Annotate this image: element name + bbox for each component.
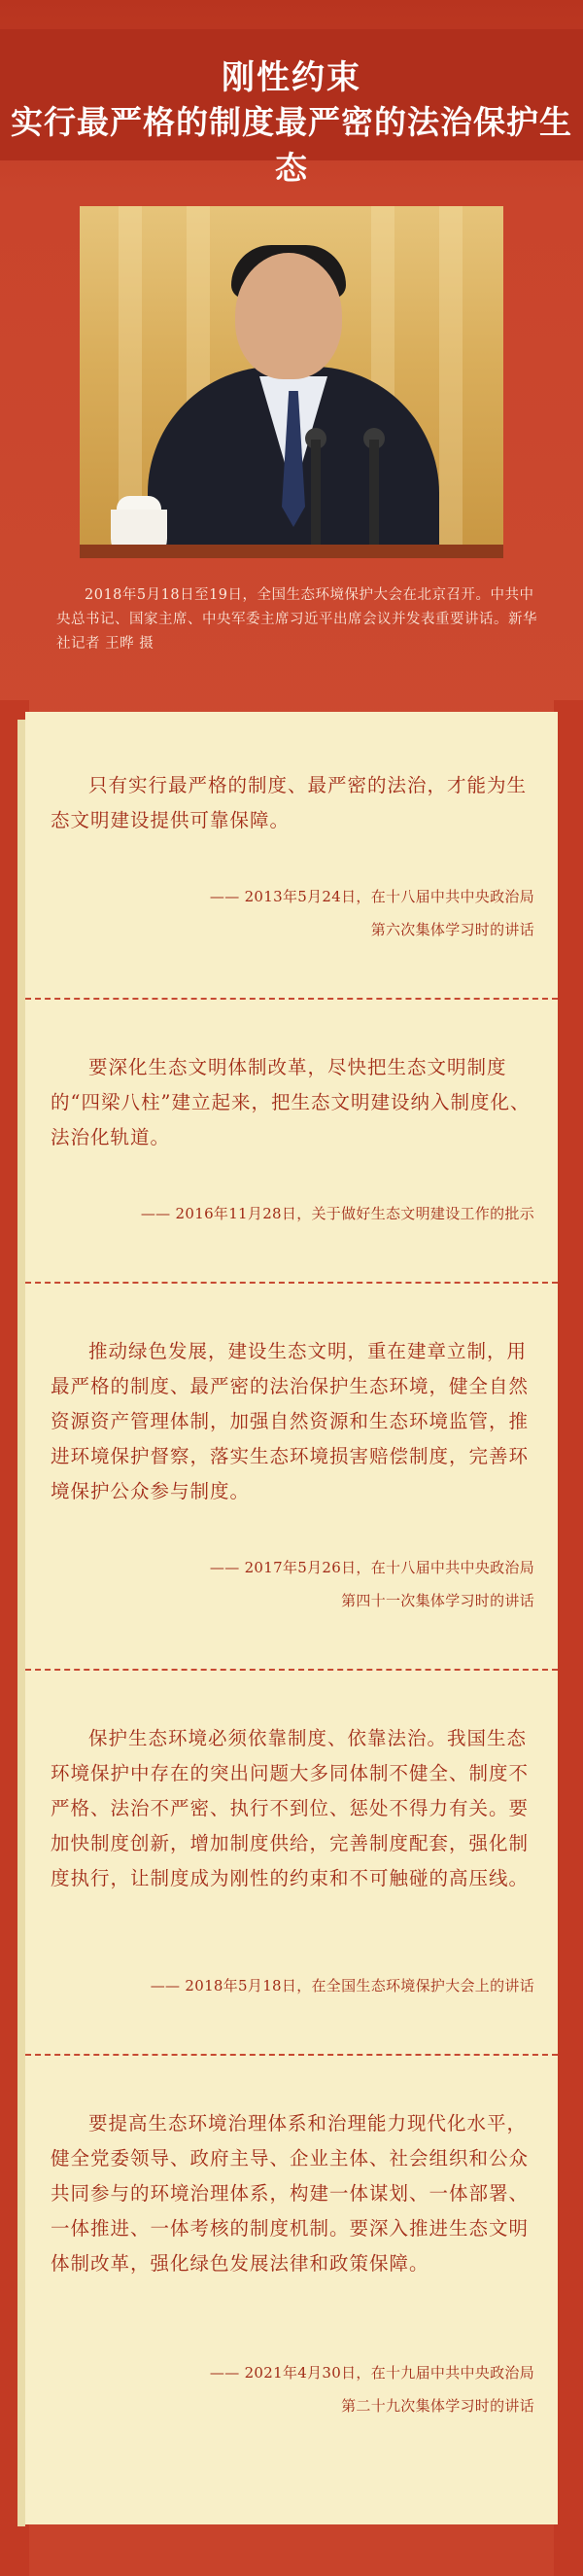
quote-source-5b: 第二十九次集体学习时的讲话 [341, 2397, 534, 2415]
dashed-divider [25, 998, 558, 1000]
dashed-divider [25, 1669, 558, 1671]
quote-source-3b: 第四十一次集体学习时的讲话 [341, 1592, 534, 1609]
quote-source-5a: —— 2021年4月30日，在十九届中共中央政治局 [209, 2364, 534, 2382]
page-title: 刚性约束 [222, 58, 361, 97]
quote-source-2a: —— 2016年11月28日，关于做好生态文明建设工作的批示 [140, 1205, 534, 1222]
page-subtitle: 实行最严格的制度最严密的法治保护生态 [11, 103, 572, 187]
photo-caption: 2018年5月18日至19日，全国生态环境保护大会在北京召开。中共中央总书记、国家主席、中央军委主席习近平出席会议并发表重要讲话。新华社记者 王晔 摄 [56, 587, 537, 652]
panel-side-strip [17, 720, 25, 2526]
quote-source-1b: 第六次集体学习时的讲话 [370, 921, 534, 938]
quote-text-3: 推动绿色发展，建设生态文明，重在建章立制，用最严格的制度、最严密的法治保护生态环境，健全自然资源资产管理体制，加强自然资源和生态环境监管，推进环境保护督察，落实生态环境损害赔偿制度，完善环境保护公众参与制度。 [51, 1340, 530, 1502]
quote-text-2: 要深化生态文明体制改革，尽快把生态文明制度的“四梁八柱”建立起来，把生态文明建设纳入制度化、法治化轨道。 [51, 1056, 531, 1148]
speaker-head [235, 253, 342, 379]
quote-source-4a: —— 2018年5月18日，在全国生态环境保护大会上的讲话 [150, 1977, 534, 1994]
quote-text-1: 只有实行最严格的制度、最严密的法治，才能为生态文明建设提供可靠保障。 [51, 774, 528, 831]
news-photo [80, 206, 503, 558]
quote-text-5: 要提高生态环境治理体系和治理能力现代化水平，健全党委领导、政府主导、企业主体、社会组织和公众共同参与的环境治理体系，构建一体谋划、一体部署、一体推进、一体考核的制度机制。要深入推进生态文明体制改革，强化绿色发展法律和政策保障。 [51, 2112, 530, 2275]
quote-source-1a: —— 2013年5月24日，在十八届中共中央政治局 [209, 888, 534, 905]
dashed-divider [25, 1282, 558, 1284]
quote-text-4: 保护生态环境必须依靠制度、依靠法治。我国生态环境保护中存在的突出问题大多同体制不健全、制度不严格、法治不严密、执行不到位、惩处不得力有关。要加快制度创新，增加制度供给，完善制度配套，强化制度执行，让制度成为刚性的约束和不可触碰的高压线。 [51, 1727, 530, 1889]
dashed-divider [25, 2054, 558, 2056]
quote-source-3a: —— 2017年5月26日，在十八届中共中央政治局 [209, 1559, 534, 1576]
right-border-stripe [554, 700, 583, 2576]
